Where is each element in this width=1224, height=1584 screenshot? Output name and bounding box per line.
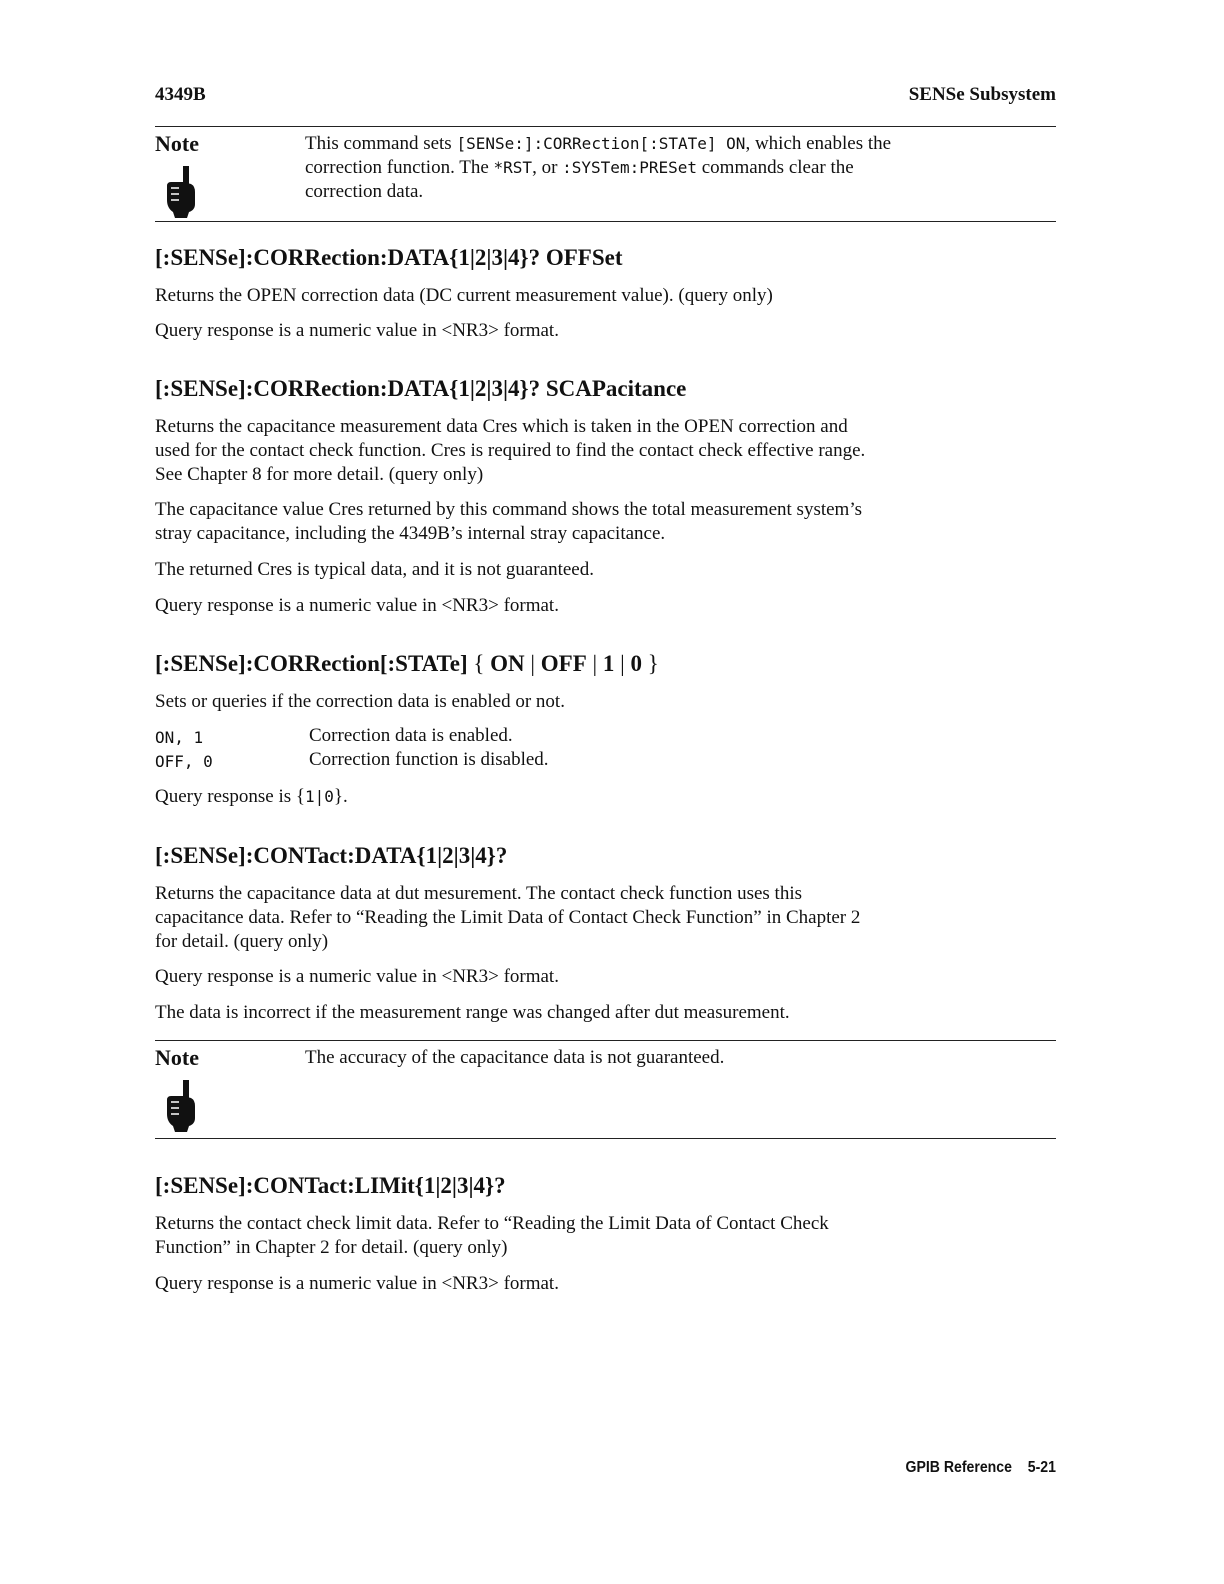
paragraph: Query response is {1|0}. bbox=[155, 786, 348, 807]
note-text: This command sets [SENSe:]:CORRection[:STATe] ON, which enables the correction function. The *RST, or :SYSTem:PRESet commands clear the correction data. bbox=[305, 133, 892, 202]
note-label: Note bbox=[155, 1045, 199, 1070]
pointing-hand-icon bbox=[163, 166, 197, 218]
paragraph: Query response is a numeric value in <NR3> format. bbox=[155, 1273, 559, 1294]
option-description: Correction data is enabled. bbox=[309, 725, 513, 746]
divider-rule bbox=[155, 1040, 1056, 1041]
paragraph: Query response is a numeric value in <NR3> format. bbox=[155, 966, 559, 987]
option-description: Correction function is disabled. bbox=[309, 749, 549, 770]
option-key: ON, 1 bbox=[155, 728, 204, 747]
paragraph: Query response is a numeric value in <NR3> format. bbox=[155, 320, 559, 341]
page-footer bbox=[906, 1459, 1056, 1477]
paragraph: Returns the capacitance data at dut mesurement. The contact check function uses this capacitance data. Refer to “Reading the Limit Data of Contact Check Function” in Chapter 2 for detail. (query only) bbox=[155, 883, 861, 952]
paragraph: Returns the contact check limit data. Refer to “Reading the Limit Data of Contact Check Function” in Chapter 2 for detail. (query only) bbox=[155, 1213, 829, 1258]
divider-rule bbox=[155, 1138, 1056, 1139]
header-section: SENSe Subsystem bbox=[908, 84, 1056, 105]
paragraph: The capacitance value Cres returned by this command shows the total measurement system’s stray capacitance, including the 4349B’s internal stray capacitance. bbox=[155, 499, 863, 544]
note-text: The accuracy of the capacitance data is not guaranteed. bbox=[305, 1047, 725, 1068]
paragraph: Returns the capacitance measurement data Cres which is taken in the OPEN correction and used for the contact check function. Cres is required to find the contact check effective range. See Chapter 8 for more detail. (query only) bbox=[155, 416, 866, 485]
divider-rule bbox=[155, 221, 1056, 222]
command-heading: [:SENSe]:CONTact:LIMit{1|2|3|4}? bbox=[155, 1173, 506, 1198]
header-model: 4349B bbox=[155, 84, 206, 105]
pointing-hand-icon bbox=[163, 1080, 197, 1132]
note-label: Note bbox=[155, 131, 199, 156]
command-heading: [:SENSe]:CONTact:DATA{1|2|3|4}? bbox=[155, 843, 508, 868]
paragraph: Sets or queries if the correction data is enabled or not. bbox=[155, 691, 565, 712]
paragraph: Returns the OPEN correction data (DC current measurement value). (query only) bbox=[155, 285, 773, 306]
divider-rule bbox=[155, 126, 1056, 127]
command-heading: [:SENSe]:CORRection[:STATe] { ON | OFF | 1 | 0 } bbox=[155, 651, 659, 676]
paragraph: The returned Cres is typical data, and it is not guaranteed. bbox=[155, 559, 594, 580]
option-key: OFF, 0 bbox=[155, 752, 213, 771]
paragraph: Query response is a numeric value in <NR3> format. bbox=[155, 595, 559, 616]
footer-section: GPIB Reference bbox=[905, 1459, 1012, 1476]
paragraph: The data is incorrect if the measurement range was changed after dut measurement. bbox=[155, 1002, 790, 1023]
command-heading: [:SENSe]:CORRection:DATA{1|2|3|4}? SCAPacitance bbox=[155, 376, 687, 401]
command-heading: [:SENSe]:CORRection:DATA{1|2|3|4}? OFFSet bbox=[155, 245, 623, 270]
page-number: 5-21 bbox=[1027, 1459, 1056, 1476]
